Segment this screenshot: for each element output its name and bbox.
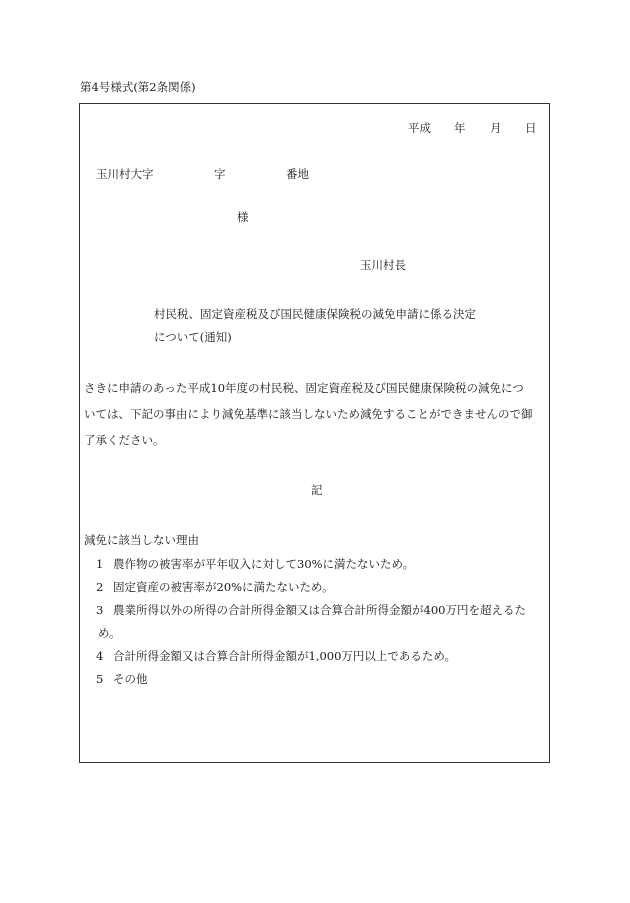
subject-line-1: 村民税、固定資産税及び国民健康保険税の減免申請に係る決定 — [154, 307, 476, 321]
address-oaza: 玉川村大字 — [96, 167, 154, 181]
subject-line-2: について(通知) — [154, 330, 232, 344]
date-era: 平成 — [408, 121, 431, 135]
reasons-heading: 減免に該当しない理由 — [84, 533, 199, 547]
reason-number: 2 — [96, 580, 104, 594]
reason-text: 農業所得以外の所得の合計所得金額又は合算合計所得金額が400万円を超えるた — [113, 603, 526, 617]
date-day-label: 日 — [525, 121, 537, 135]
sender-name: 玉川村長 — [360, 258, 406, 272]
address-aza: 字 — [214, 167, 226, 181]
body-line-1: さきに申請のあった平成10年度の村民税、固定資産税及び国民健康保険税の減免につ — [84, 381, 524, 395]
recipient-salutation: 様 — [237, 210, 249, 224]
reason-text: 固定資産の被害率が20%に満たないため。 — [113, 580, 334, 594]
reason-number: 4 — [96, 649, 104, 663]
body-line-2: いては、下記の事由により減免基準に該当しないため減免することができませんので御 — [84, 407, 533, 421]
ki-label: 記 — [311, 483, 323, 497]
reason-text-continued: め。 — [98, 626, 121, 640]
reason-number: 1 — [96, 557, 104, 571]
body-line-3: 了承ください。 — [84, 433, 165, 447]
reason-number: 5 — [96, 672, 104, 686]
date-month-label: 月 — [490, 121, 502, 135]
form-number: 第4号様式(第2条関係) — [80, 80, 196, 94]
reason-text: その他 — [113, 672, 148, 686]
address-banchi: 番地 — [286, 167, 309, 181]
reason-number: 3 — [96, 603, 104, 617]
date-year-label: 年 — [454, 121, 466, 135]
reason-text: 農作物の被害率が平年収入に対して30%に満たないため。 — [113, 557, 415, 571]
reason-text: 合計所得金額又は合算合計所得金額が1,000万円以上であるため。 — [113, 649, 456, 663]
